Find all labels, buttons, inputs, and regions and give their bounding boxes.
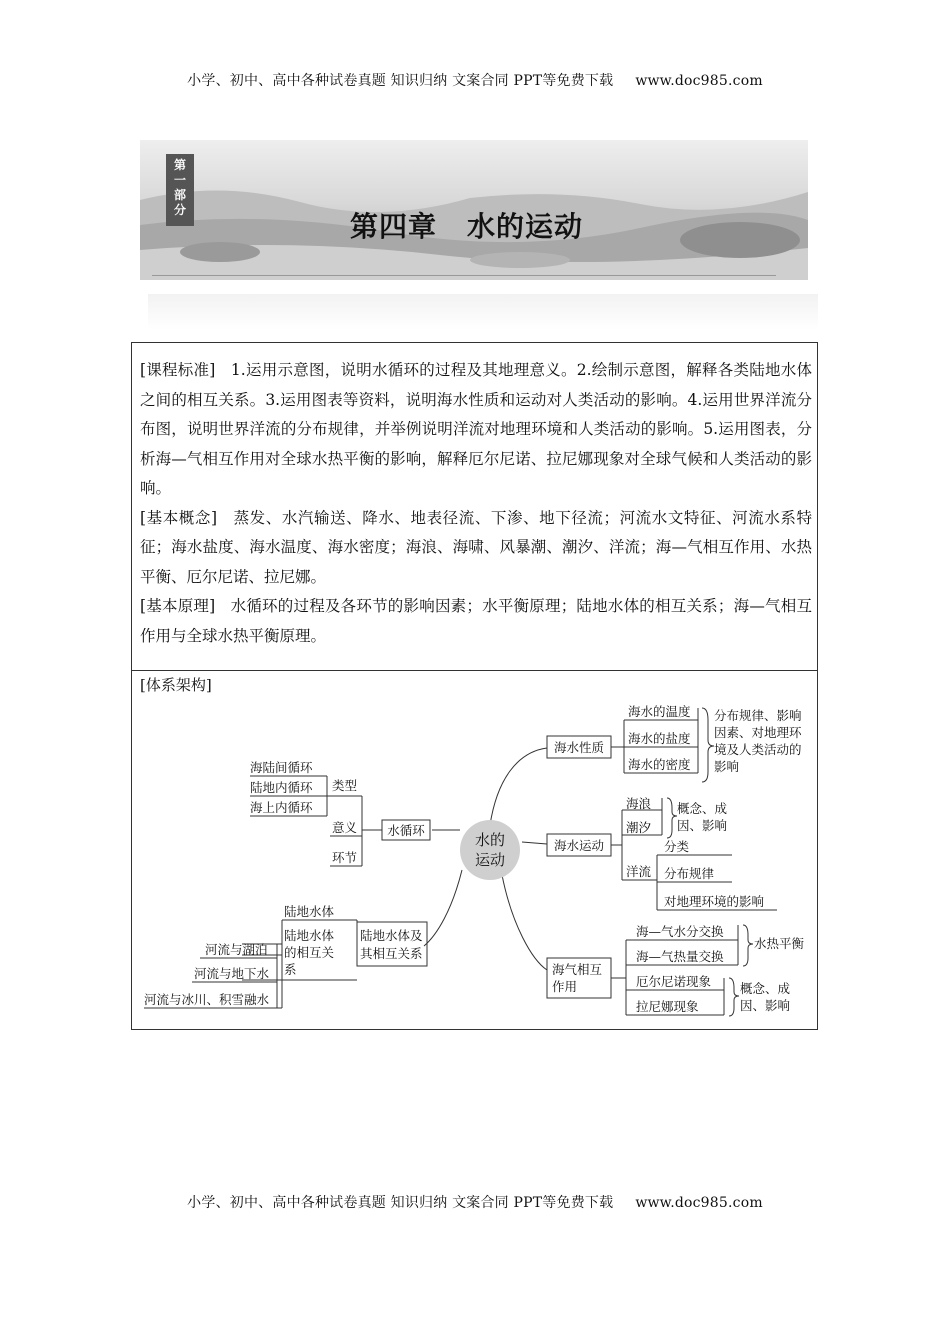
land-water-relation: 陆地水体 bbox=[284, 928, 335, 943]
center-node bbox=[460, 820, 520, 880]
page-header bbox=[0, 70, 950, 90]
current-item: 对地理环境的影响 bbox=[664, 894, 765, 909]
standards-section bbox=[140, 356, 812, 651]
land-water-relation-item: 河流与地下水 bbox=[194, 966, 270, 981]
footer-text: 小学、初中、高中各种试卷真题 知识归纳 文案合同 PPT等免费下载 bbox=[187, 1195, 614, 1211]
land-water-relation-item: 河流与湖泊 bbox=[205, 942, 268, 957]
air-sea-node: 海气相互 bbox=[552, 962, 603, 977]
sea-property-note: 因素、对地理环 bbox=[714, 725, 802, 740]
sea-motion-note: 因、影响 bbox=[677, 818, 728, 833]
standard-label: [课程标准] bbox=[140, 361, 216, 379]
water-cycle-meaning: 意义 bbox=[332, 820, 358, 835]
standard-paragraph bbox=[140, 356, 812, 504]
sea-properties-node: 海水性质 bbox=[553, 740, 605, 755]
part-tag-char: 一 bbox=[173, 173, 186, 187]
air-sea-exchange: 海—气水分交换 bbox=[636, 924, 724, 939]
center-label: 运动 bbox=[474, 851, 506, 869]
current-item: 分布规律 bbox=[664, 866, 715, 881]
standard-label: [基本概念] bbox=[140, 508, 218, 527]
land-water-relation-item: 河流与冰川、积雪融水 bbox=[144, 992, 270, 1007]
part-tag-char: 第 bbox=[173, 158, 186, 172]
architecture-label: [体系架构] bbox=[140, 676, 212, 694]
sea-property-note: 影响 bbox=[714, 759, 740, 774]
sea-property-item: 海水的温度 bbox=[628, 704, 691, 719]
sea-motion-waves: 海浪 bbox=[626, 796, 652, 811]
mind-map bbox=[132, 690, 818, 1028]
part-tag-char: 分 bbox=[173, 203, 186, 217]
water-cycle-type-item: 海陆间循环 bbox=[250, 760, 313, 775]
current-item: 分类 bbox=[664, 839, 690, 854]
chapter-name: 水的运动 bbox=[467, 210, 584, 243]
banner-shadow bbox=[148, 294, 818, 330]
standard-paragraph bbox=[140, 504, 812, 593]
air-sea-balance: 水热平衡 bbox=[754, 936, 805, 951]
air-sea-exchange: 海—气热量交换 bbox=[636, 949, 724, 964]
water-cycle-type-item: 海上内循环 bbox=[250, 800, 313, 815]
land-water-relation: 的相互关 bbox=[284, 945, 335, 960]
land-water-node: 陆地水体及 bbox=[360, 928, 423, 943]
standard-text: 水循环的过程及各环节的影响因素；水平衡原理；陆地水体的相互关系；海—气相互作用与全球水热平衡原理。 bbox=[140, 597, 812, 645]
sea-motion-note: 概念、成 bbox=[677, 801, 728, 816]
water-cycle-node: 水循环 bbox=[387, 823, 425, 838]
air-sea-note: 因、影响 bbox=[740, 998, 791, 1013]
chapter-number: 第四章 bbox=[350, 210, 438, 243]
standard-text: 1.运用示意图，说明水循环的过程及其地理意义。2.绘制示意图，解释各类陆地水体之间的相互关系。3.运用图表等资料，说明海水性质和运动对人类活动的影响。4.运用世界洋流分布图，说明世界洋流的分布规律，并举例说明洋流对地理环境和人类活动的影响。5.运用图表，分析海—气相互作用对全球水热平衡的影响，解释厄尔尼诺、拉尼娜现象对全球气候和人类活动的影响。 bbox=[140, 361, 812, 497]
water-cycle-type: 类型 bbox=[332, 778, 358, 793]
standard-label: [基本原理] bbox=[140, 597, 216, 615]
land-water-relation: 系 bbox=[284, 962, 297, 977]
air-sea-node: 作用 bbox=[552, 979, 578, 994]
part-tag bbox=[166, 154, 194, 226]
banner-edge bbox=[152, 275, 776, 280]
chapter-title bbox=[350, 205, 583, 245]
standard-text: 蒸发、水汽输送、降水、地表径流、下渗、地下径流；河流水文特征、河流水系特征；海水盐度、海水温度、海水密度；海浪、海啸、风暴潮、潮汐、洋流；海—气相互作用、水热平衡、厄尔尼诺、拉尼娜。 bbox=[140, 508, 812, 586]
land-water-node: 其相互关系 bbox=[360, 946, 423, 961]
header-text: 小学、初中、高中各种试卷真题 知识归纳 文案合同 PPT等免费下载 bbox=[187, 73, 614, 89]
sea-motion-current: 洋流 bbox=[626, 864, 652, 879]
water-cycle-stages: 环节 bbox=[332, 850, 358, 865]
air-sea-note: 概念、成 bbox=[740, 981, 791, 996]
air-sea-phenomenon: 拉尼娜现象 bbox=[636, 999, 699, 1014]
center-label: 水的 bbox=[474, 831, 506, 849]
sea-motion-node: 海水运动 bbox=[553, 838, 605, 853]
air-sea-phenomenon: 厄尔尼诺现象 bbox=[636, 974, 712, 989]
sea-property-note: 分布规律、影响 bbox=[714, 708, 802, 723]
page-footer bbox=[0, 1192, 950, 1212]
footer-url: www.doc985.com bbox=[635, 1195, 763, 1211]
sea-property-item: 海水的密度 bbox=[628, 757, 691, 772]
section-divider bbox=[131, 670, 818, 671]
land-water-bodies: 陆地水体 bbox=[284, 904, 335, 919]
part-tag-char: 部 bbox=[173, 188, 186, 202]
sea-motion-tides: 潮汐 bbox=[626, 820, 652, 835]
sea-property-note: 境及人类活动的 bbox=[714, 742, 802, 757]
water-cycle-type-item: 陆地内循环 bbox=[250, 780, 313, 795]
sea-property-item: 海水的盐度 bbox=[628, 731, 691, 746]
header-url: www.doc985.com bbox=[635, 73, 763, 89]
standard-paragraph bbox=[140, 592, 812, 651]
